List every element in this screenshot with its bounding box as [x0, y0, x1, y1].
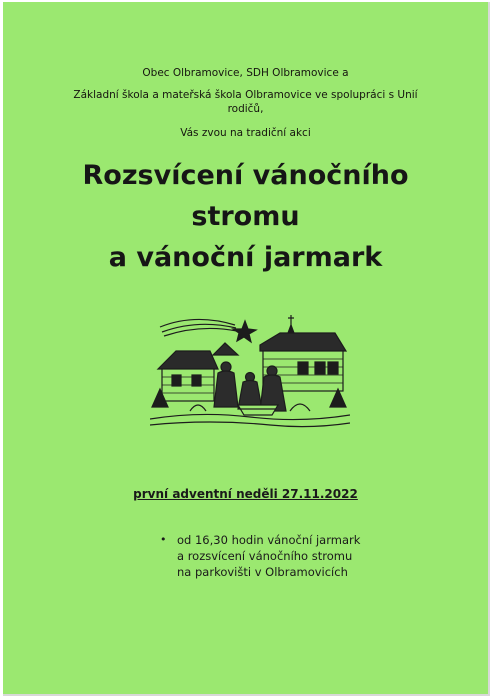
event-detail-line: a rozsvícení vánočního stromu — [177, 549, 353, 563]
comet-star-icon — [160, 319, 256, 342]
flyer-page — [3, 2, 490, 696]
event-detail-line: na parkovišti v Olbramovicích — [177, 565, 348, 579]
event-detail-line: od 16,30 hodin vánoční jarmark — [177, 533, 361, 547]
event-title: stromu — [191, 201, 300, 232]
organizers-line: Obec Olbramovice, SDH Olbramovice a — [142, 67, 349, 79]
bullet-icon: • — [160, 533, 167, 546]
event-title: Rozsvícení vánočního — [82, 160, 409, 191]
event-title: a vánoční jarmark — [108, 242, 383, 273]
organizers-line: Základní škola a mateřská škola Olbramovice ve spolupráci s Unií — [73, 89, 418, 101]
organizers-line: rodičů, — [227, 103, 264, 115]
invitation-line: Vás zvou na tradiční akci — [180, 127, 311, 139]
event-date: první adventní neděli 27.11.2022 — [133, 487, 358, 501]
event-details — [160, 532, 360, 580]
nativity-village-illustration — [150, 307, 350, 432]
